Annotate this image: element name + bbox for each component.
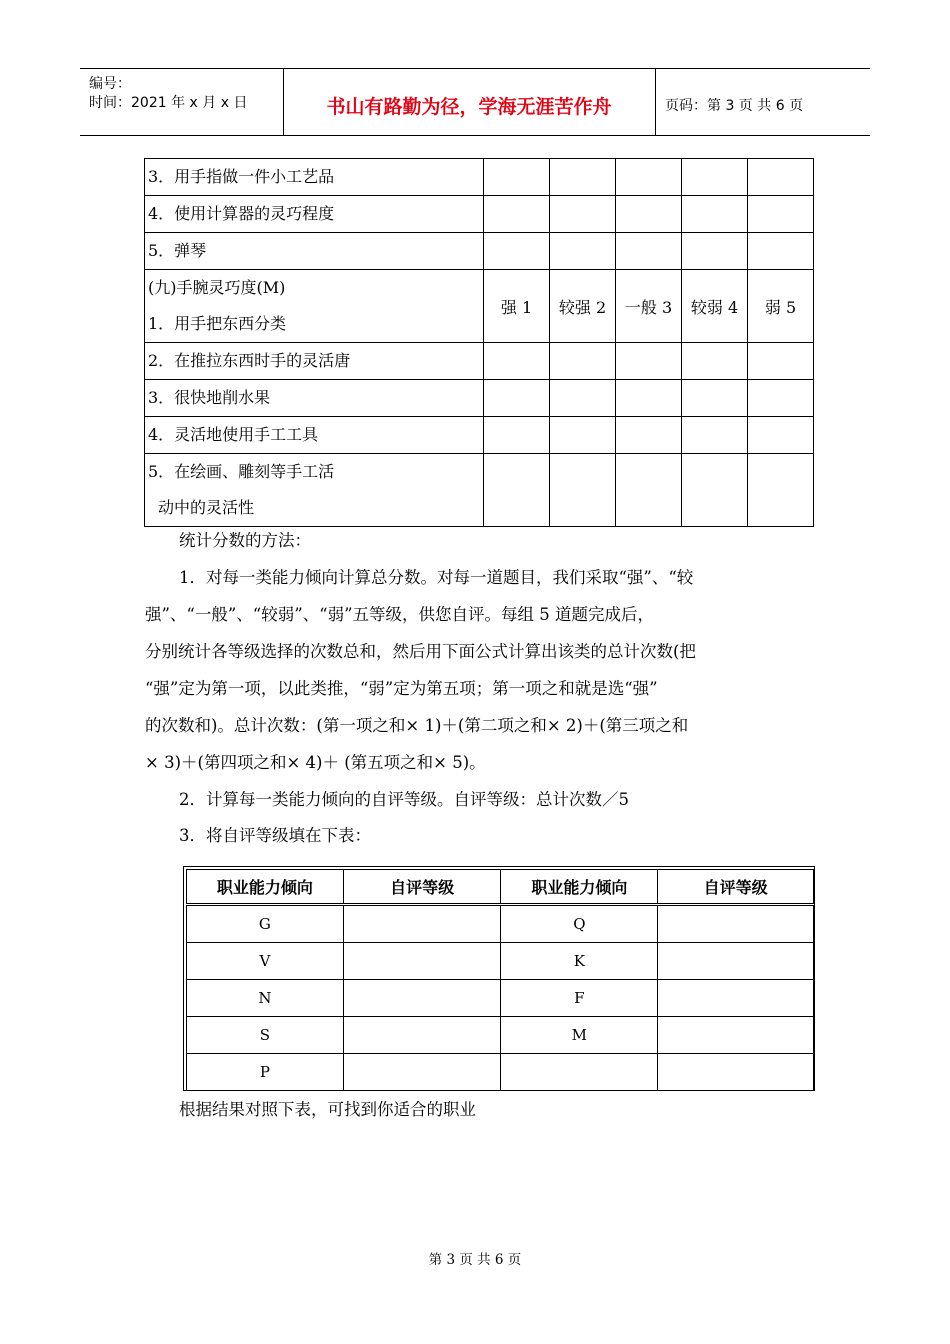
table-row (187, 980, 814, 1017)
ability-survey-table (144, 158, 814, 527)
question-cell: 4．使用计算器的灵巧程度 (145, 196, 484, 233)
rating-cell[interactable] (616, 196, 682, 233)
rating-cell[interactable] (484, 417, 550, 454)
rating-cell[interactable] (748, 196, 814, 233)
rating-cell[interactable] (682, 454, 748, 527)
grade-cell[interactable] (658, 980, 814, 1017)
ability-code: V (187, 943, 344, 980)
ability-code: N (187, 980, 344, 1017)
rating-cell[interactable] (550, 343, 616, 380)
header-ability: 职业能力倾向 (187, 870, 344, 905)
rating-cell[interactable] (748, 454, 814, 527)
rating-cell[interactable] (550, 417, 616, 454)
table-row (187, 1017, 814, 1054)
ability-code: M (501, 1017, 658, 1054)
page-label: 页码：第 3 页 共 6 页 (665, 98, 804, 114)
header-grade: 自评等级 (343, 870, 501, 905)
rating-cell[interactable] (550, 380, 616, 417)
ability-code: F (501, 980, 658, 1017)
rating-cell[interactable] (484, 343, 550, 380)
level-average: 一般 3 (616, 270, 682, 343)
table-row (187, 905, 814, 943)
header-top-rule (80, 68, 870, 69)
rating-cell[interactable] (616, 454, 682, 527)
section-cell (145, 270, 484, 343)
question-cell (145, 454, 484, 527)
rating-cell[interactable] (748, 380, 814, 417)
rating-cell[interactable] (484, 380, 550, 417)
question-cell: 3．很快地削水果 (145, 380, 484, 417)
rating-cell[interactable] (550, 233, 616, 270)
rating-cell[interactable] (682, 196, 748, 233)
para1-line: 强”、“一般”、“较弱”、“弱”五等级，供您自评。每组 5 道题完成后， (145, 605, 655, 624)
rating-cell[interactable] (748, 159, 814, 196)
para1-line: 分别统计各等级选择的次数总和，然后用下面公式计算出该类的总计次数(把 (145, 642, 696, 661)
ability-code: Q (501, 905, 658, 943)
level-weak: 弱 5 (748, 270, 814, 343)
rating-cell[interactable] (484, 454, 550, 527)
rating-cell[interactable] (550, 159, 616, 196)
grade-cell[interactable] (658, 1017, 814, 1054)
level-fairly-weak: 较弱 4 (682, 270, 748, 343)
table-row (145, 233, 814, 270)
table-row (187, 943, 814, 980)
rating-cell[interactable] (682, 159, 748, 196)
question-line-2: 动中的灵活性 (158, 498, 255, 517)
question-cell: 4．灵活地使用手工工具 (145, 417, 484, 454)
grade-cell[interactable] (343, 905, 501, 943)
ability-code: P (187, 1054, 344, 1091)
rating-cell[interactable] (550, 454, 616, 527)
grade-cell[interactable] (343, 980, 501, 1017)
page-footer: 第 3 页 共 6 页 (428, 1252, 522, 1268)
rating-cell[interactable] (616, 417, 682, 454)
table-row (145, 343, 814, 380)
grade-cell[interactable] (658, 905, 814, 943)
rating-cell[interactable] (682, 380, 748, 417)
rating-cell[interactable] (550, 196, 616, 233)
header-ability: 职业能力倾向 (501, 870, 658, 905)
step-3: 3．将自评等级填在下表： (179, 826, 371, 845)
table-row (145, 159, 814, 196)
header-divider-right (655, 68, 656, 135)
closing-text: 根据结果对照下表，可找到你适合的职业 (179, 1100, 476, 1119)
ability-code: K (501, 943, 658, 980)
section-title: (九)手腕灵巧度(M) (148, 278, 286, 297)
question-cell: 2．在推拉东西时手的灵活唐 (145, 343, 484, 380)
rating-cell[interactable] (484, 159, 550, 196)
table-row (145, 454, 814, 527)
grade-cell[interactable] (343, 1017, 501, 1054)
ability-code: S (187, 1017, 344, 1054)
rating-cell[interactable] (748, 343, 814, 380)
grade-cell[interactable] (658, 943, 814, 980)
method-title: 统计分数的方法： (179, 531, 311, 550)
grade-cell[interactable] (343, 943, 501, 980)
rating-cell[interactable] (682, 417, 748, 454)
rating-cell[interactable] (616, 159, 682, 196)
ability-code (501, 1054, 658, 1091)
result-table (186, 869, 814, 1091)
header-motto: 书山有路勤为径，学海无涯苦作舟 (326, 96, 612, 118)
para1-line: “强”定为第一项，以此类推，“弱”定为第五项；第一项之和就是选“强” (145, 679, 658, 698)
section-header-row (145, 270, 814, 343)
level-strong: 强 1 (484, 270, 550, 343)
rating-cell[interactable] (682, 343, 748, 380)
result-header-row (187, 870, 814, 905)
rating-cell[interactable] (616, 380, 682, 417)
para1-line: 的次数和)。总计次数：(第一项之和× 1)＋(第二项之和× 2)＋(第三项之和 (145, 716, 689, 735)
grade-cell[interactable] (658, 1054, 814, 1091)
step-2: 2．计算每一类能力倾向的自评等级。自评等级：总计次数／5 (179, 790, 629, 809)
level-fairly-strong: 较强 2 (550, 270, 616, 343)
question-cell: 3．用手指做一件小工艺品 (145, 159, 484, 196)
rating-cell[interactable] (484, 196, 550, 233)
table-row (145, 417, 814, 454)
rating-cell[interactable] (748, 417, 814, 454)
rating-cell[interactable] (484, 233, 550, 270)
ability-code: G (187, 905, 344, 943)
header-grade: 自评等级 (658, 870, 814, 905)
table-row (145, 380, 814, 417)
header-bottom-rule (80, 135, 870, 136)
para1-line: × 3)＋(第四项之和× 4)＋ (第五项之和× 5)。 (145, 753, 486, 772)
table-row (187, 1054, 814, 1091)
table-row (145, 196, 814, 233)
rating-cell[interactable] (616, 343, 682, 380)
grade-cell[interactable] (343, 1054, 501, 1091)
question-cell: 5．弹琴 (145, 233, 484, 270)
serial-label: 编号： (89, 76, 131, 92)
time-label: 时间：2021 年 x 月 x 日 (89, 95, 248, 111)
section-first-question: 1．用手把东西分类 (148, 314, 287, 333)
rating-cell[interactable] (682, 233, 748, 270)
rating-cell[interactable] (748, 233, 814, 270)
para1-line: 1．对每一类能力倾向计算总分数。对每一道题目，我们采取“强”、“较 (179, 568, 694, 587)
result-table-frame (183, 866, 815, 1091)
question-line-1: 5．在绘画、雕刻等手工活 (148, 462, 335, 481)
rating-cell[interactable] (616, 233, 682, 270)
